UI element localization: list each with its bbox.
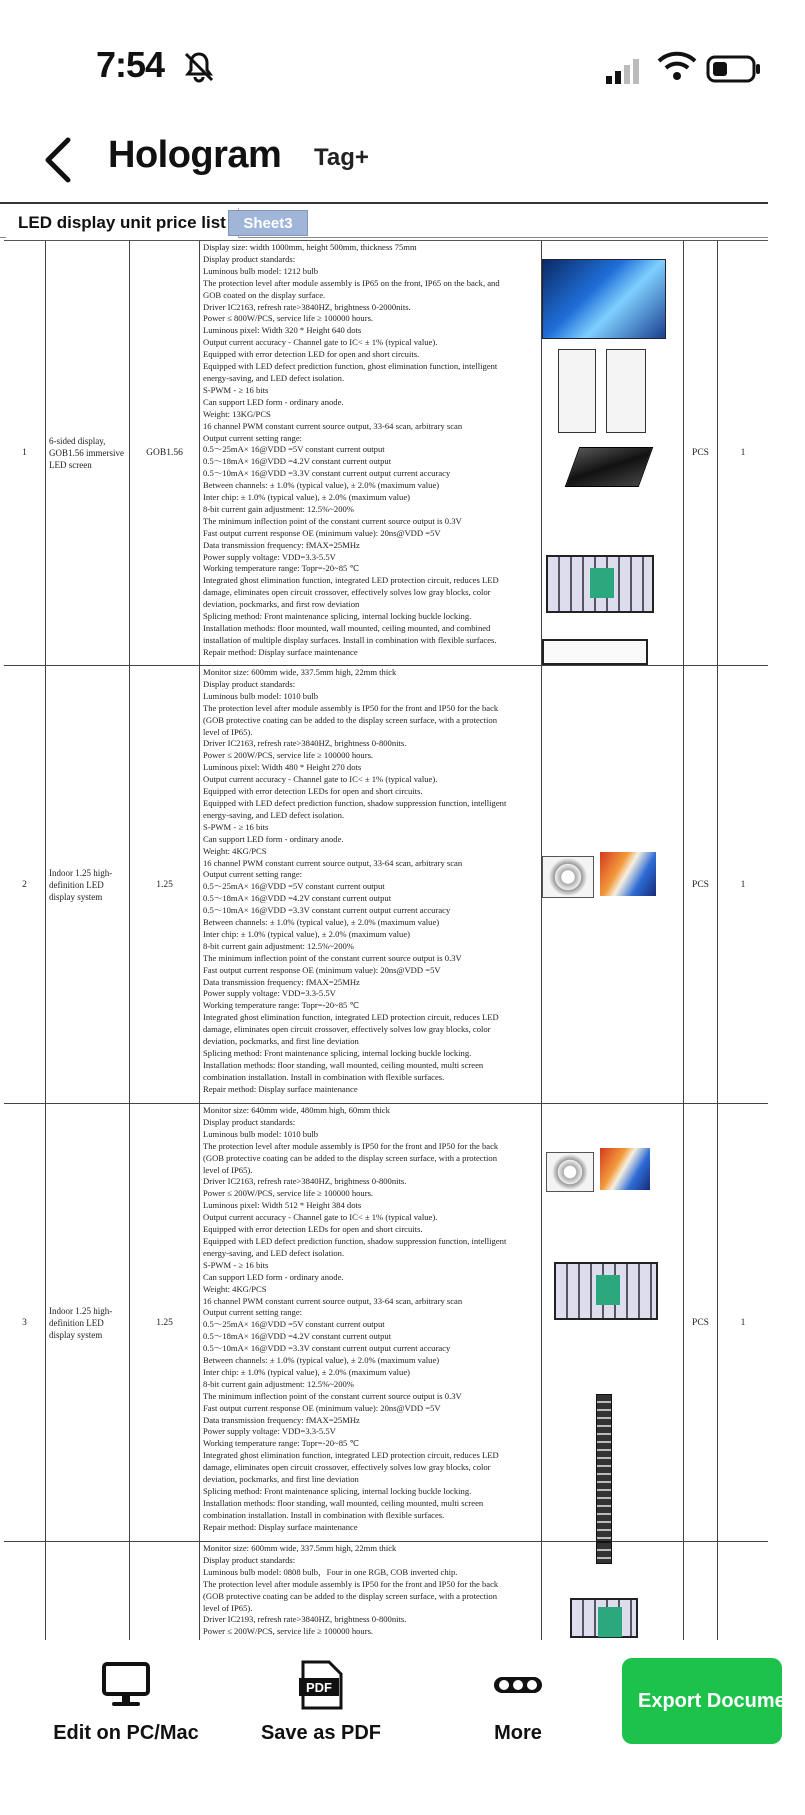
spec-line: Installation methods: floor mounted, wall mounted, ceiling mounted, and combined [203,623,491,633]
spec-line: Installation methods: floor standing, wall mounted, ceiling mounted, multi screen [203,1497,484,1508]
spec-line: 0.5～10mA× 16@VDD =3.3V constant current output current accuracy [203,905,451,916]
product-image [570,1598,638,1638]
spec-line: Output current accuracy - Channel gate to IC< ± 1% (typical value). [203,1212,438,1223]
spec-line: installation of multiple display surfaces. Install in combination with flexible surfaces. [203,634,497,645]
spec-line: 0.5～10mA× 16@VDD =3.3V constant current output current accuracy [203,1343,451,1354]
status-time: 7:54 [96,44,165,85]
spec-line: Splicing method: Front maintenance splicing, internal locking buckle locking. [203,611,472,622]
spec-line: Integrated ghost elimination function, integrated LED protection circuit, reduces LED [203,1012,499,1023]
spec-line: Power ≤ 200W/PCS, service life ≥ 100000 hours. [203,1626,374,1637]
table-row [4,1104,768,1542]
spec-line: The protection level after module assembly is IP50 for the front and IP50 for the back [203,1140,499,1151]
spec-line: 8-bit current gain adjustment: 12.5%~200% [203,940,354,951]
spec-line: 0.5～18mA× 16@VDD =4.2V constant current output [203,1331,392,1342]
product-image [596,1542,612,1564]
spec-line: 16 channel PWM constant current source output, 33-64 scan, arbitrary scan [203,1295,463,1306]
spec-line: energy-saving, and LED defect isolation. [203,372,345,383]
status-bar [0,0,768,120]
spec-line: Display product standards: [203,678,296,689]
spec-line: Driver IC2163, refresh rate>3840HZ, brightness 0-800nits. [203,738,407,749]
spec-line: Luminous pixel: Width 512 * Height 384 dots [203,1200,362,1211]
spec-line: Equipped with LED defect prediction function, shadow suppression function, intelligent [203,1235,507,1246]
spec-line: Splicing method: Front maintenance splicing, internal locking buckle locking. [203,1048,472,1058]
cell-no: 1 [4,241,46,665]
spec-line: Between channels: ± 1.0% (typical value), ± 2.0% (maximum value) [203,917,440,928]
spec-line: combination installation. Install in combination with flexible surfaces. [203,1509,445,1520]
spec-line: Installation methods: floor standing, wall mounted, ceiling mounted, multi screen [203,1059,484,1070]
spec-line: Power supply voltage: VDD=3.3-5.5V [203,988,336,999]
spec-line: 0.5～10mA× 16@VDD =3.3V constant current output current accuracy [203,468,451,479]
spec-line: Fast output current response OE (minimum value): 20ns@VDD =5V [203,1402,441,1413]
spec-line: Inter chip: ± 1.0% (typical value), ± 2.0% (maximum value) [203,1366,411,1377]
product-image [600,852,656,896]
tab-sheet3[interactable]: Sheet3 [228,210,308,236]
spec-line: Power ≤ 200W/PCS, service life ≥ 100000 hours. [203,750,374,761]
spec-list [200,241,541,660]
spec-line: Data transmission frequency: fMAX=25MHz [203,1414,360,1425]
wifi-icon [656,50,698,82]
spec-line: Power supply voltage: VDD=3.3-5.5V [203,551,336,562]
cell-unit: PCS [684,1104,718,1541]
spec-line: Power ≤ 800W/PCS, service life ≥ 100000 hours. [203,313,374,324]
spec-line: Display product standards: [203,1116,296,1127]
spec-line: level of IP65). [203,1602,253,1613]
cell-no: 2 [4,666,46,1103]
spec-line: The protection level after module assembly is IP50 for the front and IP50 for the back [203,1578,499,1589]
spec-line: Equipped with error detection LEDs for open and short circuits. [203,1224,423,1235]
spec-line: (GOB protective coating can be added to the display screen surface, with a protection [203,1590,497,1601]
spec-list [200,1542,541,1639]
spec-line: 16 channel PWM constant current source output, 33-64 scan, arbitrary scan [203,857,463,868]
spec-line: The minimum inflection point of the constant current source output is 0.3V [203,952,462,963]
spec-line: damage, eliminates open circuit crossover, effectively solves low gray blocks, color [203,1024,491,1035]
spec-line: Monitor size: 640mm wide, 480mm high, 60mm thick [203,1105,390,1115]
spec-line: 0.5～18mA× 16@VDD =4.2V constant current output [203,456,392,467]
spec-line: 0.5～25mA× 16@VDD =5V constant current output [203,881,385,892]
spec-line: (GOB protective coating can be added to the display screen surface, with a protection [203,714,497,725]
spec-line: energy-saving, and LED defect isolation. [203,809,345,820]
cell-model: GOB1.56 [130,241,200,665]
cell-images [542,666,684,1103]
cell-name [46,666,130,1103]
cell-unit: PCS [684,666,718,1103]
product-image [542,259,666,339]
cell-images [542,241,684,665]
save-as-pdf-button[interactable] [226,1660,416,1745]
spec-line: S-PWM - ≥ 16 bits [203,821,269,832]
spec-line: The minimum inflection point of the constant current source output is 0.3V [203,515,462,526]
spec-line: Integrated ghost elimination function, integrated LED protection circuit, reduces LED [203,575,499,586]
spec-line: Can support LED form - ordinary anode. [203,396,344,407]
save-as-pdf-label: Save as PDF [260,1722,382,1744]
export-document-button[interactable]: Export Document [622,1658,782,1744]
spec-line: Equipped with LED defect prediction function, ghost elimination function, intelligent [203,361,498,372]
spec-line: Power supply voltage: VDD=3.3-5.5V [203,1426,336,1437]
spec-line: The protection level after module assembly is IP50 for the front and IP50 for the back [203,702,499,713]
spec-line: Driver IC2163, refresh rate>3840HZ, brightness 0-2000nits. [203,301,411,312]
spec-line: Between channels: ± 1.0% (typical value), ± 2.0% (maximum value) [203,480,440,491]
pdf-icon-text: PDF [306,1680,332,1695]
spec-line: Fast output current response OE (minimum value): 20ns@VDD =5V [203,527,441,538]
spec-line: GOB coated on the display surface. [203,289,326,300]
spec-line: 0.5～25mA× 16@VDD =5V constant current output [203,1319,385,1330]
cell-name [46,241,130,665]
spec-line: Monitor size: 600mm wide, 337.5mm high, 22mm thick [203,667,397,677]
spec-line: Weight: 4KG/PCS [203,1283,267,1294]
spec-line: Weight: 13KG/PCS [203,408,271,419]
spec-line: (GOB protective coating can be added to the display screen surface, with a protection [203,1152,497,1163]
spec-line: Integrated ghost elimination function, integrated LED protection circuit, reduces LED [203,1450,499,1461]
spec-line: 0.5～25mA× 16@VDD =5V constant current output [203,444,385,455]
product-image [606,349,646,433]
spec-line: Data transmission frequency: fMAX=25MHz [203,539,360,550]
cell-no: 3 [4,1104,46,1541]
product-image [596,1394,612,1542]
cell-name [46,1104,130,1541]
spec-line: Working temperature range: Topr=-20~85 ℃ [203,1000,360,1011]
spec-line: Between channels: ± 1.0% (typical value), ± 2.0% (maximum value) [203,1355,440,1366]
spec-line: S-PWM - ≥ 16 bits [203,1259,269,1270]
spec-line: Display product standards: [203,253,296,264]
cell-qty: 1 [740,448,746,458]
spec-line: level of IP65). [203,1164,253,1175]
pdf-icon [297,1660,345,1710]
spec-line: Equipped with error detection LEDs for open and short circuits. [203,786,423,797]
document-title: Hologram [108,134,282,176]
spec-line: Inter chip: ± 1.0% (typical value), ± 2.0% (maximum value) [203,928,411,939]
monitor-icon [98,1660,154,1710]
cell-unit: PCS [684,241,718,665]
spec-line: level of IP65). [203,726,253,737]
spec-line: 0.5～18mA× 16@VDD =4.2V constant current output [203,893,392,904]
product-name: Indoor 1.25 high-definition LED display system [49,1305,113,1340]
spec-line: Splicing method: Front maintenance splicing, internal locking buckle locking. [203,1486,472,1496]
spec-line: Luminous pixel: Width 320 * Height 640 dots [203,325,362,336]
battery-icon [706,54,762,84]
spec-line: Equipped with LED defect prediction function, shadow suppression function, intelligent [203,797,507,808]
spec-line: S-PWM - ≥ 16 bits [203,384,269,395]
cell-description [200,666,542,1103]
product-image [600,1148,650,1190]
spec-line: 8-bit current gain adjustment: 12.5%~200% [203,503,354,514]
spreadsheet-table[interactable] [4,240,768,1638]
spec-line: Output current setting range: [203,869,303,880]
edit-on-pc-button[interactable] [36,1660,216,1745]
cell-model: 1.25 [130,1104,200,1541]
spec-line: Repair method: Display surface maintenance [203,1521,358,1532]
spec-line: Power ≤ 200W/PCS, service life ≥ 100000 hours. [203,1188,374,1199]
spec-line: deviation, pockmarks, and first row deviation [203,599,360,610]
bell-slash-icon [182,50,216,84]
spec-line: Equipped with error detection LED for open and short circuits. [203,349,420,360]
product-image [546,1152,594,1192]
product-image [546,555,654,613]
spec-line: Display size: width 1000mm, height 500mm, thickness 75mm [203,242,417,252]
spec-line: deviation, pockmarks, and first line deviation [203,1474,359,1485]
spec-list [200,1104,541,1535]
spec-line: Repair method: Display surface maintenance [203,1083,358,1094]
spec-line: Luminous bulb model: 1010 bulb [203,1128,319,1139]
spec-line: Monitor size: 600mm wide, 337.5mm high, 22mm thick [203,1543,397,1553]
spec-line: Luminous bulb model: 1212 bulb [203,265,319,276]
spec-line: damage, eliminates open circuit crossover, effectively solves low gray blocks, color [203,1462,491,1473]
spec-line: Can support LED form - ordinary anode. [203,833,344,844]
spec-line: Driver IC2193, refresh rate>3840HZ, brightness 0-800nits. [203,1614,407,1625]
spec-line: Fast output current response OE (minimum value): 20ns@VDD =5V [203,964,441,975]
spec-line: Display product standards: [203,1554,296,1565]
tab-price-list[interactable]: LED display unit price list [6,208,239,238]
spec-line: The minimum inflection point of the constant current source output is 0.3V [203,1390,462,1401]
spec-line: 16 channel PWM constant current source output, 33-64 scan, arbitrary scan [203,420,463,431]
spec-line: energy-saving, and LED defect isolation. [203,1247,345,1258]
product-image [542,856,594,898]
spec-list [200,666,541,1097]
product-image [565,447,654,487]
table-row [4,241,768,666]
cell-images [542,1104,684,1541]
table-row [4,666,768,1104]
spec-line: Luminous bulb model: 1010 bulb [203,690,319,701]
edit-on-pc-label: Edit on PC/Mac [53,1722,199,1744]
cell-description [200,241,542,665]
cell-qty: 1 [740,879,746,890]
product-image [554,1262,658,1320]
sheet-tabs [0,202,768,238]
product-image [558,349,596,433]
spec-line: Weight: 4KG/PCS [203,845,267,856]
product-image [542,639,648,665]
spec-line: Driver IC2163, refresh rate>3840HZ, brightness 0-800nits. [203,1176,407,1187]
spec-line: Working temperature range: Topr=-20~85 ℃ [203,1438,360,1449]
spec-line: Working temperature range: Topr=-20~85 ℃ [203,563,360,574]
back-chevron-icon[interactable] [40,136,76,184]
signal-icon [604,58,644,84]
spec-line: Output current accuracy - Channel gate to IC< ± 1% (typical value). [203,774,438,785]
spec-line: 8-bit current gain adjustment: 12.5%~200% [203,1378,354,1389]
more-label: More [494,1722,542,1744]
cell-description [200,1104,542,1541]
product-name: 6-sided display, GOB1.56 immersive LED screen [49,436,124,470]
spec-line: Output current setting range: [203,1307,303,1318]
spec-line: Luminous pixel: Width 480 * Height 270 dots [203,762,362,773]
nav-header [0,120,768,200]
cell-qty: 1 [740,1317,746,1328]
add-tag-button[interactable]: Tag+ [314,144,369,171]
bottom-toolbar [0,1640,805,1815]
spec-line: Inter chip: ± 1.0% (typical value), ± 2.0% (maximum value) [203,492,411,503]
spec-line: Can support LED form - ordinary anode. [203,1271,344,1282]
spec-line: Output current accuracy - Channel gate to IC< ± 1% (typical value). [203,337,438,348]
spec-line: deviation, pockmarks, and first line deviation [203,1036,359,1047]
spec-line: combination installation. Install in combination with flexible surfaces. [203,1071,445,1082]
spec-line: Repair method: Display surface maintenance [203,646,358,657]
more-dots-icon [492,1660,544,1710]
more-button[interactable] [458,1660,578,1745]
product-name: Indoor 1.25 high-definition LED display system [49,867,113,902]
spec-line: Luminous bulb model: 0808 bulb，Four in one RGB, COB inverted chip. [203,1566,458,1577]
spec-line: damage, eliminates open circuit crossover, effectively solves low gray blocks, color [203,587,491,598]
cell-model: 1.25 [130,666,200,1103]
spec-line: Output current setting range: [203,432,303,443]
spec-line: Data transmission frequency: fMAX=25MHz [203,976,360,987]
spec-line: The protection level after module assembly is IP65 on the front, IP65 on the back, and [203,277,500,288]
